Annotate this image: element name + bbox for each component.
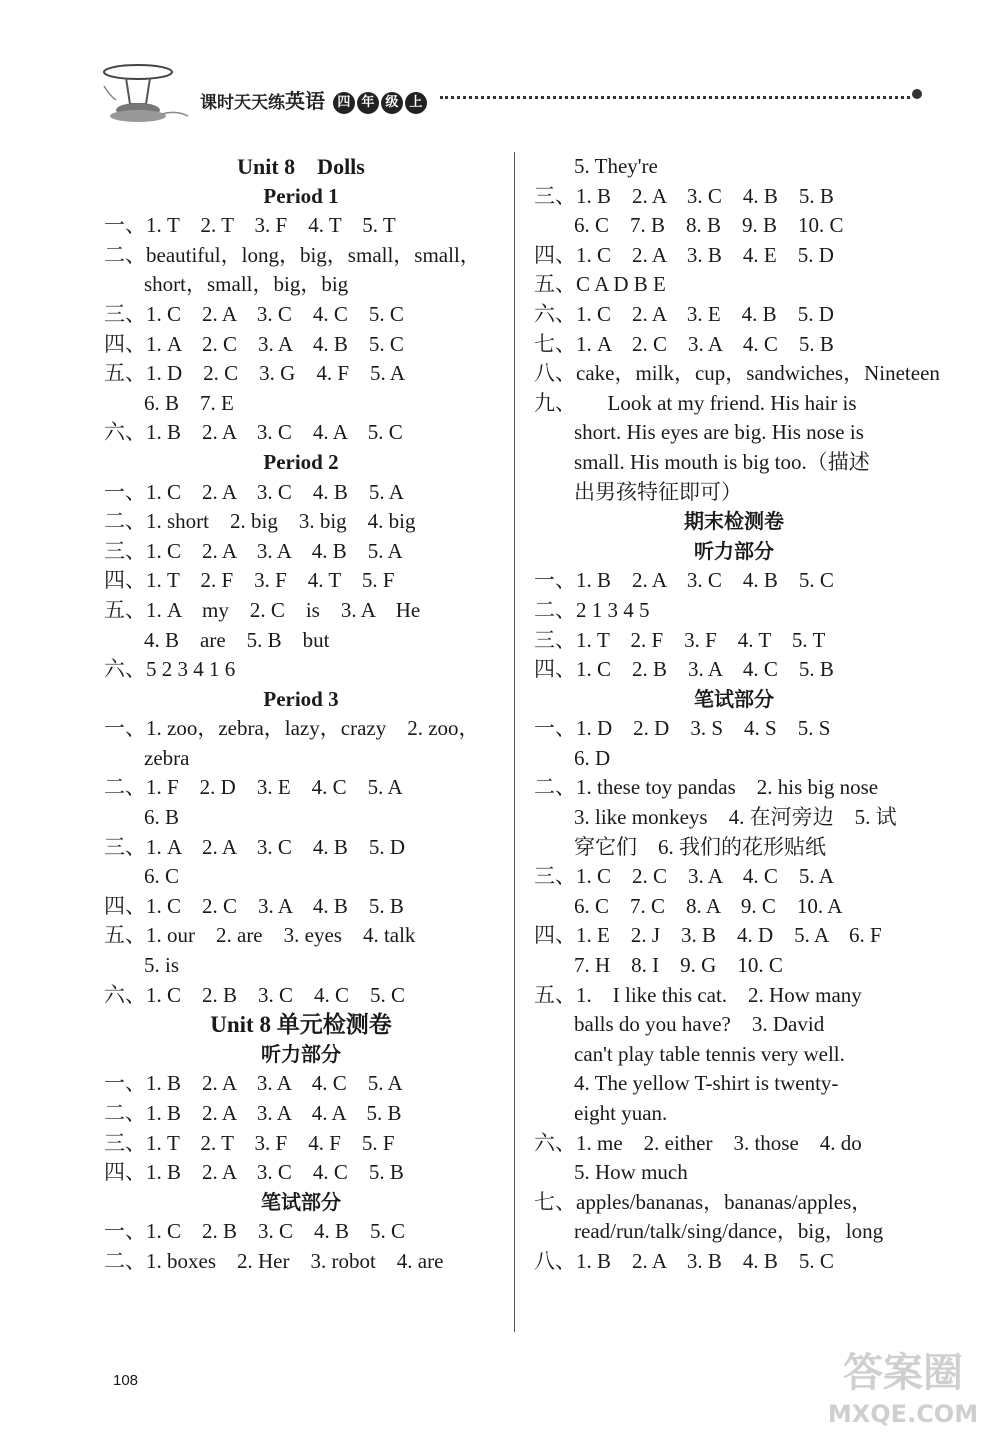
- answer-line: 七、1. A 2. C 3. A 4. C 5. B: [534, 331, 834, 356]
- section-heading: 笔试部分: [261, 1189, 341, 1214]
- section-heading: Period 1: [263, 183, 339, 208]
- answer-line: 6. B 7. E: [144, 390, 234, 415]
- answer-line: eight yuan.: [574, 1101, 668, 1125]
- answer-line: 四、1. T 2. F 3. F 4. T 5. F: [104, 568, 395, 593]
- right-answer-column: [534, 152, 940, 1277]
- answer-line: 一、1. T 2. T 3. F 4. T 5. T: [104, 213, 396, 238]
- answer-line: 三、1. T 2. T 3. F 4. F 5. F: [104, 1130, 395, 1155]
- answer-line: 6. C: [144, 864, 180, 889]
- answer-line: 五、1. our 2. are 3. eyes 4. talk: [104, 923, 416, 948]
- answer-line: 二、1. short 2. big 3. big 4. big: [104, 509, 416, 534]
- answer-line: 5. They're: [574, 154, 658, 178]
- grade-badge: 年: [357, 92, 379, 114]
- answer-line: 一、1. B 2. A 3. A 4. C 5. A: [104, 1071, 403, 1096]
- answer-line: 六、1. me 2. either 3. those 4. do: [534, 1130, 862, 1155]
- answer-line: 九、 Look at my friend. His hair is: [534, 390, 857, 415]
- answer-line: 六、1. C 2. B 3. C 4. C 5. C: [104, 982, 406, 1007]
- answer-line: 二、1. these toy pandas 2. his big nose: [534, 775, 879, 800]
- answer-line: 二、1. boxes 2. Her 3. robot 4. are: [104, 1248, 444, 1273]
- page-header: [0, 0, 1000, 130]
- section-heading: Period 2: [263, 449, 339, 474]
- section-heading: Unit 8 Dolls: [237, 154, 365, 179]
- header-dotted-rule: [440, 96, 910, 99]
- answer-line: 一、1. B 2. A 3. C 4. B 5. C: [534, 568, 834, 593]
- answer-line: 7. H 8. I 9. G 10. C: [574, 953, 783, 978]
- answer-line: small. His mouth is big too.（描述: [574, 449, 870, 474]
- answer-line: 二、1. F 2. D 3. E 4. C 5. A: [104, 775, 403, 800]
- answer-line: 六、1. B 2. A 3. C 4. A 5. C: [104, 420, 403, 445]
- answer-line: 三、1. C 2. C 3. A 4. C 5. A: [534, 864, 834, 889]
- answer-line: 六、5 2 3 4 1 6: [104, 657, 236, 682]
- answer-line: 三、1. C 2. A 3. A 4. B 5. A: [104, 538, 403, 563]
- header-end-dot: [912, 89, 922, 99]
- answer-line: 3. like monkeys 4. 在河旁边 5. 试: [574, 805, 897, 830]
- answer-line: short，small，big，big: [144, 272, 349, 297]
- answer-line: 四、1. C 2. A 3. B 4. E 5. D: [534, 242, 834, 267]
- answer-line: 二、beautiful，long，big，small，small，: [104, 242, 481, 267]
- answer-line: 6. B: [144, 805, 180, 830]
- section-heading: 听力部分: [694, 538, 774, 563]
- answer-line: 三、1. A 2. A 3. C 4. B 5. D: [104, 834, 406, 859]
- grade-badge: 四: [333, 92, 355, 114]
- grade-badge: 上: [405, 92, 427, 114]
- watermark-bottom-text: MXQE.COM: [827, 1400, 979, 1428]
- answer-line: 五、1. D 2. C 3. G 4. F 5. A: [104, 361, 406, 386]
- answer-line: short. His eyes are big. His nose is: [574, 420, 864, 445]
- answer-line: 五、1. A my 2. C is 3. A He: [104, 597, 421, 622]
- page-number: 108: [113, 1372, 139, 1389]
- header-book-name: 英语: [285, 89, 325, 113]
- answer-line: 5. is: [144, 953, 180, 978]
- answer-line: 6. D: [574, 745, 611, 770]
- watermark-logo: [815, 1340, 990, 1430]
- answer-line: 五、C A D B E: [534, 272, 666, 297]
- answer-line: 四、1. E 2. J 3. B 4. D 5. A 6. F: [534, 923, 882, 948]
- answer-line: 出男孩特征即可）: [574, 479, 742, 504]
- answer-line: 四、1. C 2. C 3. A 4. B 5. B: [104, 893, 404, 918]
- header-title-prefix: 课时天天练: [200, 93, 285, 113]
- answer-line: 三、1. C 2. A 3. C 4. C 5. C: [104, 301, 404, 326]
- answer-line: 一、1. C 2. B 3. C 4. B 5. C: [104, 1219, 406, 1244]
- answer-line: 四、1. A 2. C 3. A 4. B 5. C: [104, 331, 404, 356]
- answer-line: 八、1. B 2. A 3. B 4. B 5. C: [534, 1248, 834, 1273]
- answer-line: 八、cake，milk，cup，sandwiches，Nineteen: [534, 361, 940, 386]
- answer-line: 穿它们 6. 我们的花形贴纸: [574, 834, 826, 859]
- answer-line: 一、1. D 2. D 3. S 4. S 5. S: [534, 716, 831, 741]
- answer-line: 四、1. B 2. A 3. C 4. C 5. B: [104, 1160, 404, 1185]
- section-heading: Period 3: [263, 686, 339, 711]
- answer-line: 一、1. zoo，zebra，lazy，crazy 2. zoo，: [104, 716, 480, 741]
- section-heading: 笔试部分: [694, 686, 774, 711]
- answer-line: 五、1. I like this cat. 2. How many: [534, 982, 862, 1007]
- left-answer-column: [104, 152, 498, 1277]
- answer-line: 二、2 1 3 4 5: [534, 597, 650, 622]
- answer-line: 6. C 7. C 8. A 9. C 10. A: [574, 893, 843, 918]
- answer-line: 一、1. C 2. A 3. C 4. B 5. A: [104, 479, 404, 504]
- answer-line: 七、apples/bananas，bananas/apples，: [534, 1189, 873, 1214]
- section-heading: 听力部分: [261, 1041, 341, 1066]
- answer-line: 三、1. T 2. F 3. F 4. T 5. T: [534, 627, 826, 652]
- answer-line: 六、1. C 2. A 3. E 4. B 5. D: [534, 301, 834, 326]
- answer-line: 4. B are 5. B but: [144, 627, 330, 652]
- answer-line: 二、1. B 2. A 3. A 4. A 5. B: [104, 1101, 402, 1125]
- answer-line: zebra: [144, 745, 190, 770]
- answer-line: 4. The yellow T-shirt is twenty-: [574, 1071, 839, 1096]
- answer-line: 5. How much: [574, 1160, 688, 1185]
- section-heading: Unit 8 单元检测卷: [210, 1012, 392, 1038]
- answer-line: 三、1. B 2. A 3. C 4. B 5. B: [534, 183, 834, 208]
- answer-line: balls do you have? 3. David: [574, 1012, 825, 1037]
- grade-badge: 级: [381, 92, 403, 114]
- answer-line: read/run/talk/sing/dance，big，long: [574, 1219, 884, 1244]
- section-heading: 期末检测卷: [684, 509, 784, 534]
- answer-line: 四、1. C 2. B 3. A 4. C 5. B: [534, 657, 834, 682]
- column-divider: [514, 152, 515, 1332]
- watermark-top-text: 答案圈: [843, 1350, 963, 1396]
- header-title: [200, 85, 427, 114]
- answer-line: can't play table tennis very well.: [574, 1041, 845, 1066]
- answer-line: 6. C 7. B 8. B 9. B 10. C: [574, 213, 844, 238]
- teapot-logo-icon: [96, 56, 196, 126]
